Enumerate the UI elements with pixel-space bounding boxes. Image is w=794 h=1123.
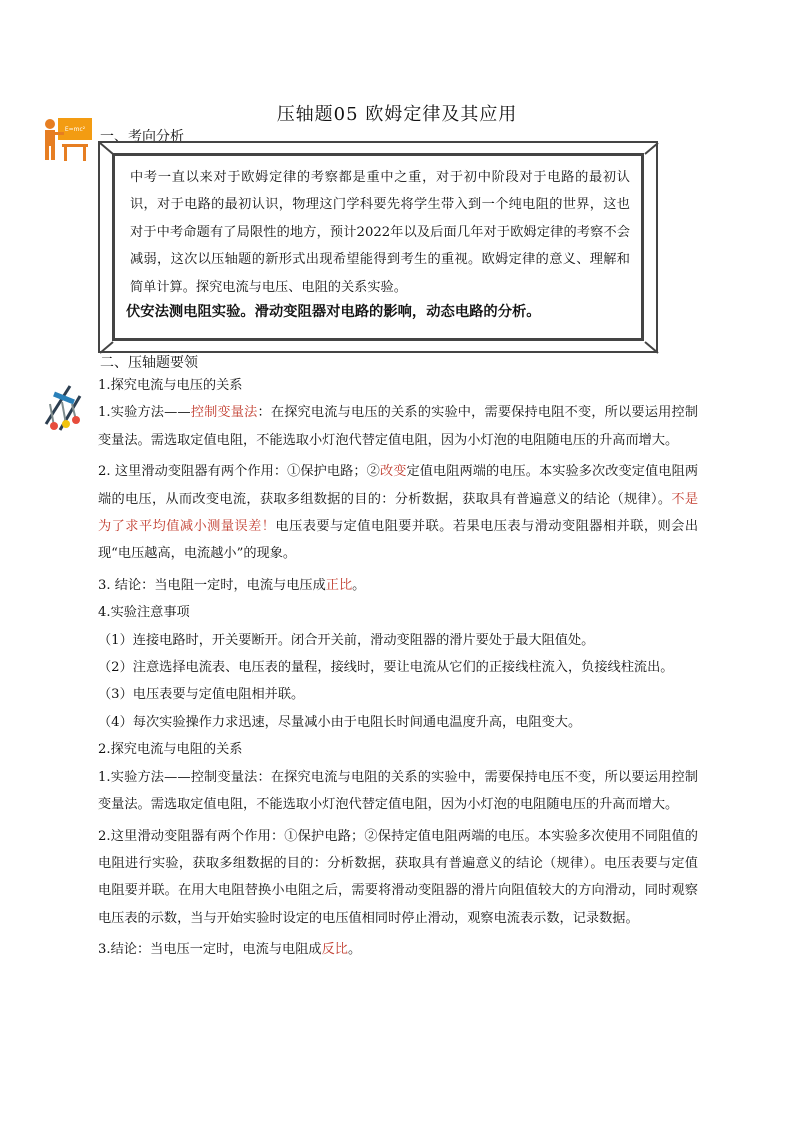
note-item: （4）每次实验操作力求迅速，尽量减小由于电阻长时间通电温度升高，电阻变大。 — [98, 714, 582, 730]
part1-title: 1.探究电流与电压的关系 — [98, 378, 243, 393]
note-item: （1）连接电路时，开关要断开。闭合开关前，滑动变阻器的滑片要处于最大阻值处。 — [98, 632, 595, 648]
note-item: （3）电压表要与定值电阻相并联。 — [98, 687, 305, 703]
highlight-direct-proportion: 正比 — [325, 577, 353, 593]
notes-title: 4.实验注意事项 — [98, 605, 190, 621]
highlight-inverse-proportion: 反比 — [321, 942, 348, 958]
text-span: 3. 结论：当电阻一定时，电流与电压成 — [98, 577, 326, 593]
highlight-not-average: 不是为了求平均值减小测量误差！ — [98, 491, 699, 535]
text-span: 电压表要与定值电阻要并联。若果电压表与滑动变阻器相并联，则会出现“电压越高，电流越小”的现象。 — [98, 519, 699, 562]
paragraph-rheostat — [98, 458, 698, 568]
paragraph-conclusion-2 — [98, 936, 698, 963]
text-span: 定值电阻两端的电压。本实验多次改变定值电阻两端的电压，从而改变电流，获取多组数据的目的：分析数据，获取具有普遍意义的结论（规律）。 — [98, 464, 699, 507]
highlight-control-variable: 控制变量法 — [190, 405, 258, 421]
svg-text:E=mc²: E=mc² — [64, 126, 86, 133]
paragraph-method — [98, 399, 698, 454]
text-span: 。 — [352, 577, 366, 593]
text-span: 。 — [347, 942, 362, 958]
teacher-board-icon — [40, 116, 96, 164]
paragraph-rheostat-2: 2.这里滑动变阻器有两个作用：①保护电路；②保持定值电阻两端的电压。本实验多次使用不同阻值的电阻进行实验，获取多组数据的目的：分析数据，获取具有普遍意义的结论（规律）。电压表要与定值电阻要并联。在用大电阻替换小电阻之后，需要将滑动变阻器的滑片向阻值较大的方向滑动，同时观察电压表的示数，当与开始实验时设定的电压值相同时停止滑动，观察电流表示数，记录数据。 — [98, 828, 698, 926]
note-item: （2）注意选择电流表、电压表的量程，接线时，要让电流从它们的正接线柱流入，负接线柱流出。 — [98, 660, 674, 676]
key-points-body — [98, 372, 698, 964]
abacus-icon — [40, 382, 86, 434]
part2-title: 2.探究电流与电阻的关系 — [98, 742, 243, 758]
paragraph-conclusion-1 — [98, 572, 698, 599]
highlight-change: 改变 — [379, 464, 407, 480]
text-span: ：在探究电流与电压的关系的实验中，需要保持电阻不变，所以要运用控制变量法。需选取定值电阻，不能选取小灯泡代替定值电阻，因为小灯泡的电阻随电压的升高而增大。 — [98, 405, 698, 448]
text-span: 1.实验方法—— — [98, 405, 191, 421]
page-title: 压轴题05 欧姆定律及其应用 — [276, 104, 518, 125]
text-span: 2. 这里滑动变阻器有两个作用：①保护电路；② — [98, 464, 380, 480]
section-heading-analysis: 一、考向分析 — [100, 129, 184, 145]
analysis-text: 中考一直以来对于欧姆定律的考察都是重中之重，对于初中阶段对于电路的最初认识，对于电路的最初认识，物理这门学科要先将学生带入到一个纯电阻的世界，这也对于中考命题有了局限性的地方，预计2022年以及后面几年对于欧姆定律的考察不会减弱，这次以压轴题的新形式出现希望能得到考生的重视。欧姆定律的意义、理解和简单计算。探究电流与电压、电阻的关系实验。 — [130, 170, 630, 295]
paragraph-method-2: 1.实验方法——控制变量法：在探究电流与电阻的关系的实验中，需要保持电压不变，所以要运用控制变量法。需选取定值电阻，不能选取小灯泡代替定值电阻，因为小灯泡的电阻随电压的升高而增大。 — [98, 769, 698, 813]
text-span: 3.结论：当电压一定时，电流与电阻成 — [98, 942, 322, 958]
analysis-bold-text: 伏安法测电阻实验。滑动变阻器对电路的影响，动态电路的分析。 — [126, 304, 541, 320]
section-heading-key-points: 二、压轴题要领 — [100, 355, 198, 371]
